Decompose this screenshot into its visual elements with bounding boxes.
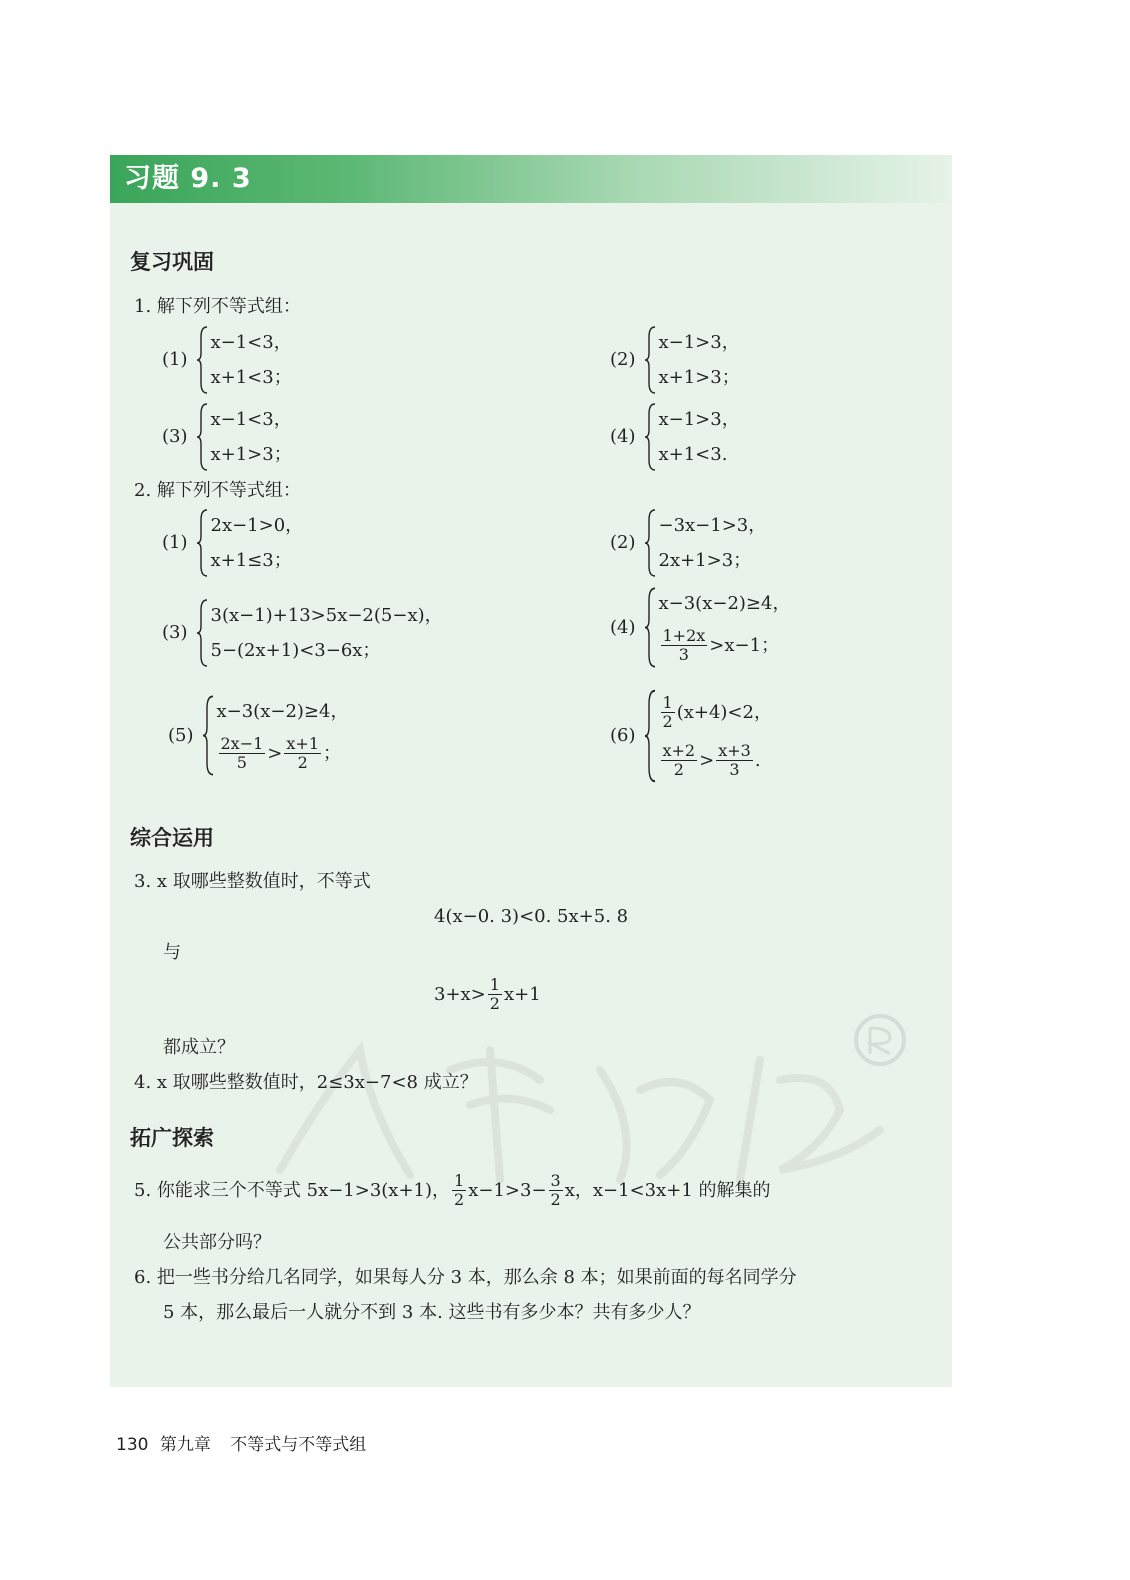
q1-item-4-line-1: x−1>3， (658, 409, 740, 430)
fraction: $\frac{1}{2}$ (489, 975, 500, 1013)
q2-item-1 (162, 508, 303, 578)
section-heading-explore: 拓广探索 (130, 1126, 214, 1150)
q1-item-2-label: (2) (610, 349, 636, 370)
chapter-number: 第九章 (159, 1435, 211, 1455)
q2-item-2-label: (2) (610, 532, 636, 553)
brace-icon (644, 586, 656, 669)
brace-icon (644, 688, 656, 784)
question-3-stem: 3. x 取哪些整数值时，不等式 (134, 871, 371, 892)
brace-icon (644, 325, 656, 395)
q1-item-2-line-2: x+1>3； (658, 367, 740, 388)
q2-item-3 (162, 598, 443, 668)
section-heading-review: 复习巩固 (130, 250, 214, 274)
q2-item-6-line-2: $\frac{x+2}{2}$ > $\frac{x+3}{3}$ . (662, 740, 761, 779)
question-2-stem: 2. 解下列不等式组： (134, 480, 301, 501)
question-3-conjunction: 与 (163, 942, 181, 963)
q2-item-4 (610, 586, 790, 669)
q1-item-1 (162, 325, 292, 395)
exercise-title: 习题 9. 3 (124, 163, 252, 194)
q2-item-3-line-2: 5−(2x+1)<3−6x； (210, 640, 381, 661)
question-5-line-1: 5. 你能求三个不等式 5x−1>3(x+1)， $\frac{1}{2}$ x−1>3− $\frac{3}{2}$ x，x−1<3x+1 的解集的 (134, 1171, 771, 1209)
brace-icon (202, 694, 214, 777)
brace-icon (196, 402, 208, 472)
q2-item-4-line-2: $\frac{1+2x}{3}$ >x−1； (662, 625, 780, 664)
q2-item-4-line-1: x−3(x−2)≥4， (658, 593, 791, 614)
q1-item-4 (610, 402, 740, 472)
fraction: $\frac{1+2x}{3}$ (662, 625, 706, 664)
q2-item-5-line-1: x−3(x−2)≥4， (216, 701, 349, 722)
q1-item-4-label: (4) (610, 426, 636, 447)
q2-item-6-line-1: $\frac{1}{2}$ (x+4)<2， (662, 692, 772, 731)
question-6-line-1: 6. 把一些书分给几名同学，如果每人分 3 本，那么余 8 本；如果前面的每名同学分 (134, 1267, 797, 1288)
q1-item-3-line-2: x+1>3； (210, 444, 292, 465)
publisher-watermark (240, 1010, 930, 1190)
section-heading-apply: 综合运用 (130, 826, 214, 850)
q2-item-5-line-2: $\frac{2x-1}{5}$ > $\frac{x+1}{2}$ ； (220, 733, 341, 772)
q1-item-3-line-1: x−1<3， (210, 409, 292, 430)
page-footer (116, 1430, 366, 1455)
fraction: $\frac{1}{2}$ (662, 692, 673, 731)
brace-icon (196, 508, 208, 578)
q2-item-1-label: (1) (162, 532, 188, 553)
q2-item-2-line-2: 2x+1>3； (658, 550, 752, 571)
q2-item-1-line-2: x+1≤3； (210, 550, 292, 571)
q2-item-4-label: (4) (610, 616, 636, 638)
page-number: 130 (116, 1435, 149, 1455)
brace-icon (196, 325, 208, 395)
q1-item-3-label: (3) (162, 426, 188, 447)
q2-item-2 (610, 508, 766, 578)
q2-item-3-label: (3) (162, 622, 188, 643)
question-3-tail: 都成立？ (163, 1037, 235, 1058)
q1-item-2 (610, 325, 740, 395)
q2-item-5 (168, 694, 348, 777)
fraction: $\frac{2x-1}{5}$ (220, 733, 264, 772)
fraction: $\frac{x+1}{2}$ (286, 733, 319, 772)
fraction: $\frac{3}{2}$ (550, 1171, 561, 1209)
q2-item-5-label: (5) (168, 724, 194, 746)
q1-item-2-line-1: x−1>3， (658, 332, 740, 353)
q1-item-4-line-2: x+1<3. (658, 444, 728, 465)
q2-item-2-line-1: −3x−1>3， (658, 515, 767, 536)
fraction: $\frac{x+3}{3}$ (718, 740, 751, 779)
question-3-inequality-2: 3+x> $\frac{1}{2}$ x+1 (434, 975, 541, 1013)
fraction: $\frac{x+2}{2}$ (662, 740, 696, 779)
brace-icon (644, 402, 656, 472)
question-3-inequality-1: 4(x−0. 3)<0. 5x+5. 8 (434, 906, 629, 927)
question-1-stem: 1. 解下列不等式组： (134, 296, 301, 317)
q2-item-6 (610, 688, 772, 784)
question-6-line-2: 5 本，那么最后一人就分不到 3 本. 这些书有多少本？共有多少人？ (163, 1302, 701, 1323)
question-4: 4. x 取哪些整数值时，2≤3x−7<8 成立？ (134, 1072, 478, 1093)
chapter-title: 不等式与不等式组 (230, 1435, 367, 1455)
q1-item-1-label: (1) (162, 349, 188, 370)
fraction: $\frac{1}{2}$ (454, 1171, 465, 1209)
brace-icon (196, 598, 208, 668)
q2-item-3-line-1: 3(x−1)+13>5x−2(5−x)， (210, 605, 443, 626)
question-5-line-2: 公共部分吗？ (163, 1232, 271, 1253)
q1-item-1-line-2: x+1<3； (210, 367, 292, 388)
q1-item-3 (162, 402, 292, 472)
q2-item-1-line-1: 2x−1>0， (210, 515, 304, 536)
q2-item-6-label: (6) (610, 725, 636, 746)
brace-icon (644, 508, 656, 578)
q1-item-1-line-1: x−1<3， (210, 332, 292, 353)
